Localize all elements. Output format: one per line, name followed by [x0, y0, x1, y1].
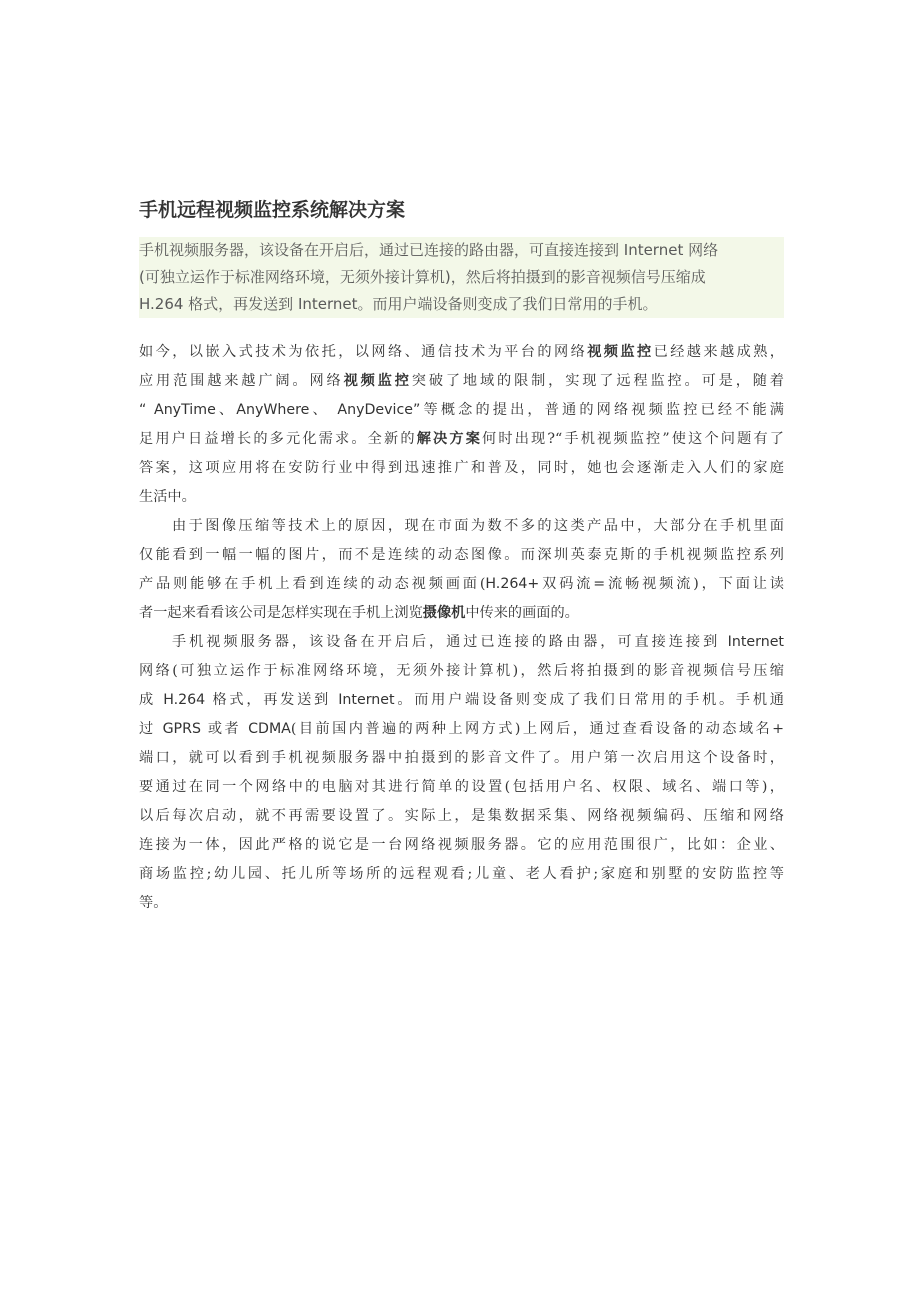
text-span: CDMA: [248, 721, 291, 737]
text-line: 答案，这项应用将在安防行业中得到迅速推广和普及，同时，她也会逐渐走入人们的家庭: [139, 460, 784, 476]
text-span: 双码流=流畅视频流)，下面让读: [539, 576, 784, 592]
text-span: 格式，再发送到: [205, 692, 339, 708]
text-span: GPRS: [162, 721, 201, 737]
text-line: [139, 367, 784, 396]
text-span: (目前国内普遍的两种上网方式)上网后，通过查看设备的动态域名+: [290, 721, 784, 737]
text-span: “ AnyTime、AnyWhere、 AnyDevice”: [139, 402, 421, 418]
document-content: [139, 196, 784, 918]
highlighted-summary: [139, 237, 784, 318]
text-line: [139, 715, 784, 744]
text-line: [139, 396, 784, 425]
text-line: [139, 599, 784, 628]
text-line: 网络(可独立运作于标准网络环境，无须外接计算机)，然后将拍摄到的影音视频信号压缩: [139, 663, 784, 679]
keyword-solution: 解决方案: [416, 431, 483, 447]
summary-line-3: H.264 格式，再发送到 Internet。而用户端设备则变成了我们日常用的手机。: [139, 295, 658, 313]
text-line: 连接为一体，因此严格的说它是一台网络视频服务器。它的应用范围很广，比如：企业、: [139, 837, 784, 853]
text-span: 者一起来看看该公司是怎样实现在手机上浏览: [139, 605, 423, 621]
text-span: 过: [139, 721, 163, 737]
text-line: 要通过在同一个网络中的电脑对其进行简单的设置(包括用户名、权限、域名、端口等)，: [139, 779, 784, 795]
document-title: 手机远程视频监控系统解决方案: [139, 199, 406, 221]
keyword-video-surveillance: 视频监控: [587, 344, 654, 360]
text-span: 成: [139, 692, 164, 708]
text-line: 以后每次启动，就不再需要设置了。实际上，是集数据采集、网络视频编码、压缩和网络: [139, 808, 784, 824]
paragraph-intro: [139, 338, 784, 512]
text-line: [139, 425, 784, 454]
paragraph-compression: [139, 512, 784, 628]
text-span: 突破了地域的限制，实现了远程监控。可是，随着: [411, 373, 784, 389]
text-line: 由于图像压缩等技术上的原因，现在市面为数不多的这类产品中，大部分在手机里面: [172, 518, 784, 534]
text-line: [139, 686, 784, 715]
text-span: 何时出现?“手机视频监控”使这个问题有了: [482, 431, 784, 447]
text-span: 如今，以嵌入式技术为依托，以网络、通信技术为平台的网络: [139, 344, 588, 360]
text-span: H.264: [163, 692, 206, 708]
text-span: Internet: [727, 634, 784, 650]
text-span: 已经越来越成熟，: [653, 344, 784, 360]
text-line: [139, 570, 784, 599]
text-line: [139, 628, 784, 657]
text-line: 端口，就可以看到手机视频服务器中拍摄到的影音文件了。用户第一次启用这个设备时，: [139, 750, 784, 766]
keyword-video-surveillance: 视频监控: [343, 373, 412, 389]
summary-line-1: 手机视频服务器，该设备在开启后，通过已连接的路由器，可直接连接到 Internet 网络: [139, 241, 719, 259]
article-body: [139, 338, 784, 918]
text-line: 生活中。: [139, 489, 196, 505]
text-line: 仅能看到一幅一幅的图片，而不是连续的动态图像。而深圳英泰克斯的手机视频监控系列: [139, 547, 784, 563]
keyword-camera: 摄像机: [422, 605, 466, 621]
text-span: 。而用户端设备则变成了我们日常用的手机。手机通: [394, 692, 784, 708]
text-span: 足用户日益增长的多元化需求。全新的: [139, 431, 417, 447]
text-line: 商场监控;幼儿园、托儿所等场所的远程观看;儿童、老人看护;家庭和别墅的安防监控等: [139, 866, 784, 882]
text-span: 中传来的画面的。: [465, 605, 579, 621]
paragraph-server: [139, 628, 784, 918]
text-span: 应用范围越来越广阔。网络: [139, 373, 344, 389]
text-span: Internet: [338, 692, 395, 708]
text-span: H.264+: [485, 576, 540, 592]
text-span: 等概念的提出，普通的网络视频监控已经不能满: [420, 402, 784, 418]
text-span: 产品则能够在手机上看到连续的动态视频画面(: [139, 576, 486, 592]
text-span: 或者: [200, 721, 249, 737]
text-span: 手机视频服务器，该设备在开启后，通过已连接的路由器，可直接连接到: [172, 634, 728, 650]
text-line: 等。: [139, 895, 168, 911]
text-line: [139, 338, 784, 367]
summary-line-2: (可独立运作于标准网络环境，无须外接计算机)，然后将拍摄到的影音视频信号压缩成: [139, 268, 706, 286]
